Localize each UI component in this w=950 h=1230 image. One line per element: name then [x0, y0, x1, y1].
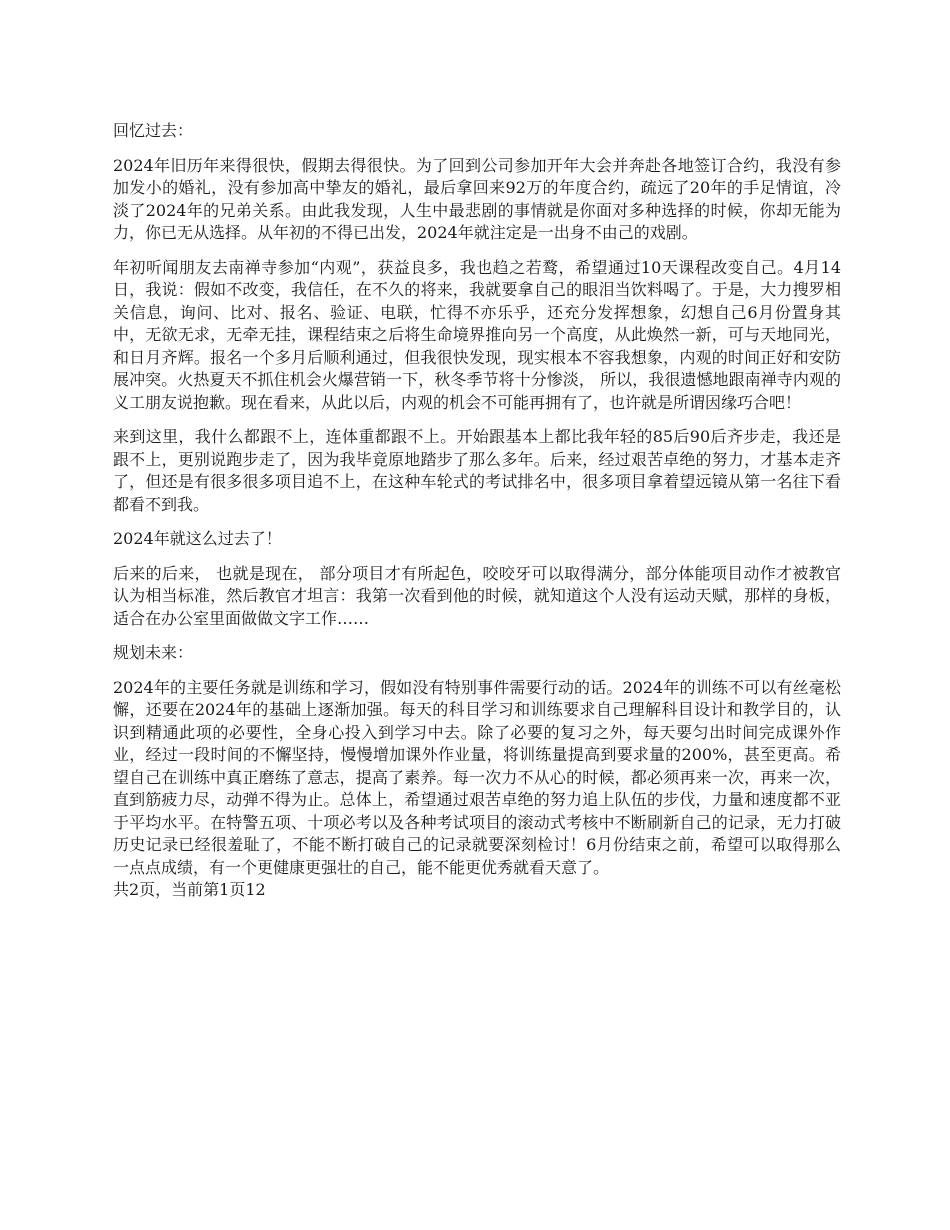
document-body	[113, 120, 841, 902]
heading-plan-future: 规划未来：	[113, 643, 194, 662]
paragraph-plan: 2024年的主要任务就是训练和学习，假如没有特别事件需要行动的话。2024年的训练不可以有丝毫松懈，还要在2024年的基础上逐渐加强。每天的科目学习和训练要求自己理解科目设计和教学目的，认识到精通此项的必要性，全身心投入到学习中去。除了必要的复习之外，每天要匀出时间完成课外作业，经过一段时间的不懈坚持，慢慢增加课外作业量，将训练量提高到要求量的200%，甚至更高。希望自己在训练中真正磨练了意志，提高了素养。每一次力不从心的时候，都必须再来一次，再来一次，直到筋疲力尽，动弹不得为止。总体上，希望通过艰苦卓绝的努力追上队伍的步伐，力量和速度都不亚于平均水平。在特警五项、十项必考以及各种考试项目的滚动式考核中不断刷新自己的记录，无力打破历史记录已经很羞耻了，不能不断打破自己的记录就要深刻检讨！6月份结束之前，希望可以取得那么一点点成绩，有一个更健康更强壮的自己，能不能更优秀就看天意了。	[113, 677, 841, 877]
page-indicator: 共2页，当前第1页12	[113, 880, 266, 899]
paragraph-year-passed: 2024年就这么过去了！	[113, 529, 282, 548]
heading-recall-past: 回忆过去：	[113, 121, 194, 140]
paragraph-arrival: 来到这里，我什么都跟不上，连体重都跟不上。开始跟基本上都比我年轻的85后90后齐步走，我还是跟不上，更别说跑步走了，因为我毕竟原地踏步了那么多年。后来，经过艰苦卓绝的努力，才基本走齐了，但还是有很多很多项目追不上，在这种车轮式的考试排名中，很多项目拿着望远镜从第一名往下看都看不到我。	[113, 427, 841, 514]
paragraph-new-year: 2024年旧历年来得很快，假期去得很快。为了回到公司参加开年大会并奔赴各地签订合约，我没有参加发小的婚礼，没有参加高中挚友的婚礼，最后拿回来92万的年度合约，疏远了20年的手足情谊，冷淡了2024年的兄弟关系。由此我发现，人生中最悲剧的事情就是你面对多种选择的时候，你却无能为力，你已无从选择。从年初的不得已出发，2024年就注定是一出身不由己的戏剧。	[113, 155, 841, 242]
paragraph-vipassana: 年初听闻朋友去南禅寺参加“内观”，获益良多，我也趋之若鹜，希望通过10天课程改变自己。4月14日，我说：假如不改变，我信任，在不久的将来，我就要拿自己的眼泪当饮料喝了。于是，大力搜罗相关信息，询问、比对、报名、验证、电联，忙得不亦乐乎，还充分发挥想象，幻想自己6月份置身其中，无欲无求，无牵无挂，课程结束之后将生命境界推向另一个高度，从此焕然一新，可与天地同光，和日月齐辉。报名一个多月后顺利通过，但我很快发现，现实根本不容我想象，内观的时间正好和安防展冲突。火热夏天不抓住机会火爆营销一下，秋冬季节将十分惨淡， 所以，我很遗憾地跟南禅寺内观的义工朋友说抱歉。现在看来，从此以后，内观的机会不可能再拥有了，也许就是所谓因缘巧合吧！	[113, 257, 841, 412]
paragraph-now: 后来的后来， 也就是现在， 部分项目才有所起色，咬咬牙可以取得满分，部分体能项目动作才被教官认为相当标准，然后教官才坦言：我第一次看到他的时候，就知道这个人没有运动天赋，那样的身板，适合在办公室里面做做文字工作……	[113, 563, 841, 628]
